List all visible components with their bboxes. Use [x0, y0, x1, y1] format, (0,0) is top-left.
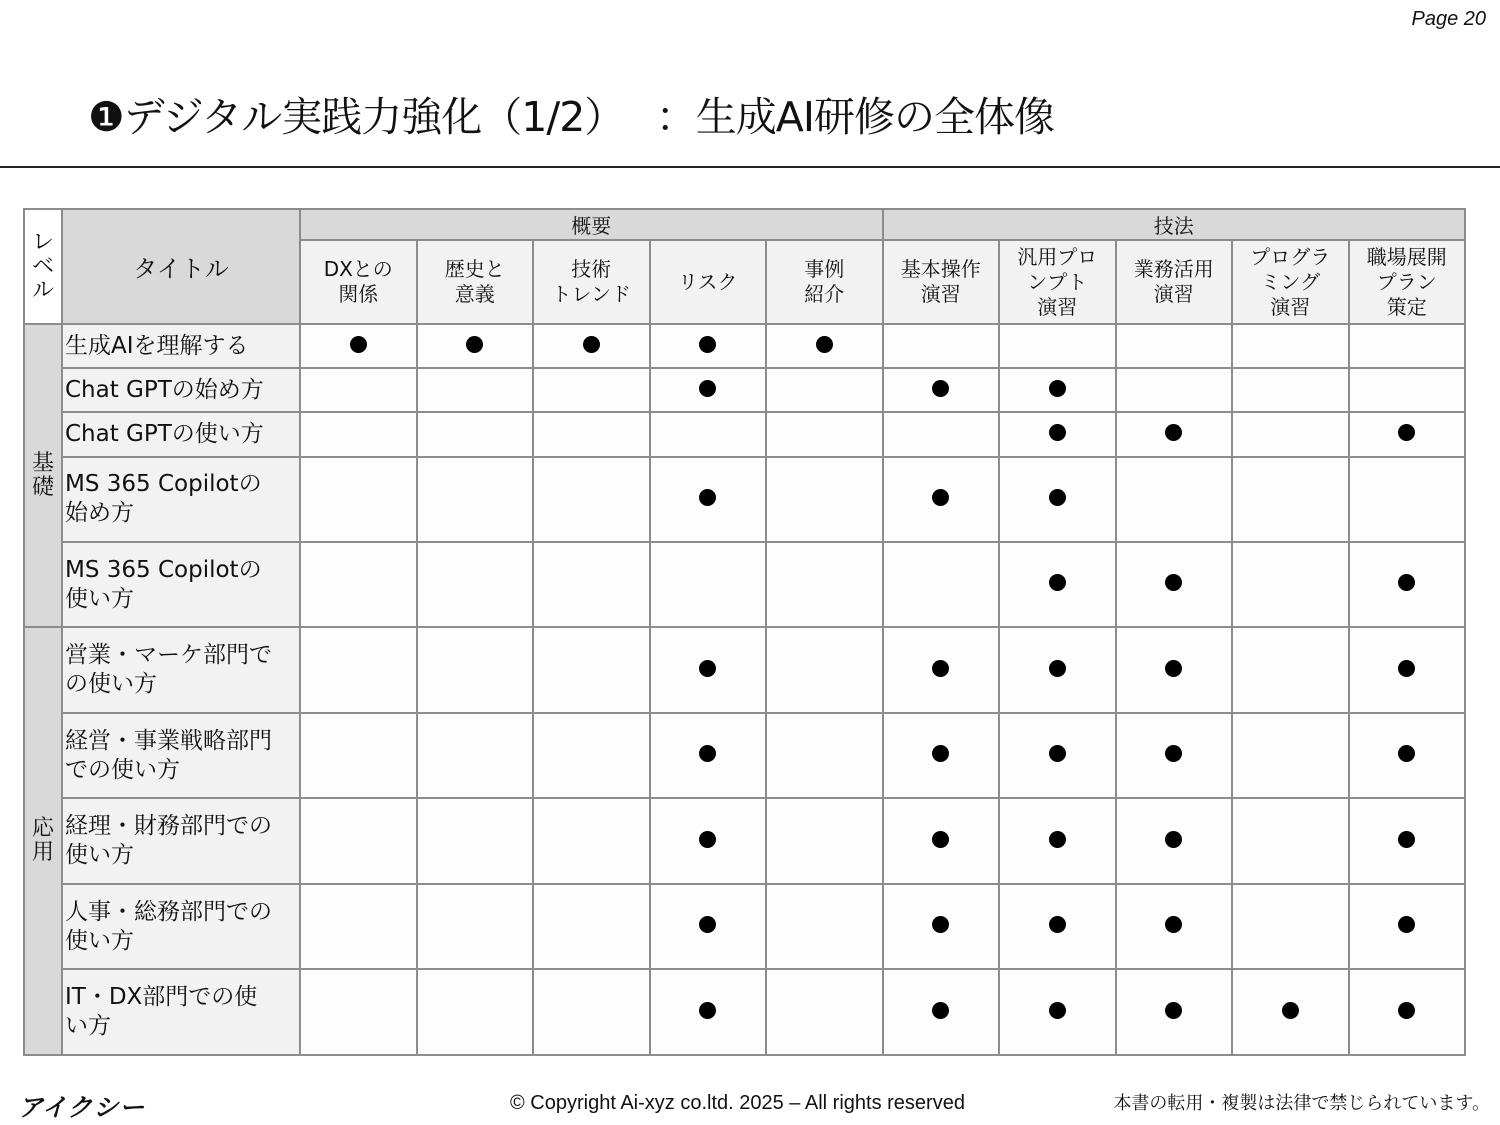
table-cell [650, 542, 767, 627]
mark-dot-icon [1398, 831, 1415, 848]
row-title-line: 人事・総務部門での [65, 898, 272, 925]
column-header-text [884, 257, 999, 307]
table-cell [1232, 542, 1349, 627]
level-label-line: 礎 [31, 474, 54, 500]
level-label-cell [24, 627, 62, 1055]
table-cell [1232, 412, 1349, 456]
column-header-line: 汎用プロ [1017, 244, 1098, 269]
table-cell [999, 798, 1116, 883]
table-cell [300, 542, 417, 627]
row-title-line: Chat GPTの始め方 [65, 376, 264, 403]
table-cell [1349, 884, 1466, 969]
level-header-text [25, 231, 61, 303]
table-cell [650, 713, 767, 798]
mark-dot-icon [1049, 424, 1066, 441]
table-cell [417, 969, 534, 1055]
training-matrix-table [23, 208, 1466, 1056]
table-cell [883, 324, 1000, 368]
table-cell [533, 412, 650, 456]
column-header-text [534, 257, 649, 307]
column-header-line: ミング [1260, 269, 1321, 294]
mark-dot-icon [699, 660, 716, 677]
table-row [24, 542, 1465, 627]
table-cell [999, 627, 1116, 712]
row-title-text [65, 898, 299, 956]
table-cell [999, 884, 1116, 969]
mark-dot-icon [1049, 916, 1066, 933]
mark-dot-icon [932, 380, 949, 397]
column-header-line: トレンド [551, 282, 631, 306]
table-cell [1116, 324, 1233, 368]
group-header: 概要 [300, 209, 883, 240]
table-cell [999, 324, 1116, 368]
mark-dot-icon [932, 745, 949, 762]
column-header [999, 240, 1116, 324]
table-cell [650, 368, 767, 412]
table-cell [533, 368, 650, 412]
table-cell [766, 368, 883, 412]
table-cell [766, 457, 883, 542]
column-header-line: 紹介 [804, 282, 845, 306]
table-cell [650, 969, 767, 1055]
mark-dot-icon [1398, 1002, 1415, 1019]
table-cell [999, 713, 1116, 798]
row-title-line: 始め方 [65, 500, 134, 527]
table-cell [650, 324, 767, 368]
table-cell [1349, 542, 1466, 627]
row-title-line: 使い方 [65, 842, 134, 869]
table-cell [883, 368, 1000, 412]
mark-dot-icon [699, 380, 716, 397]
table-body [24, 324, 1465, 1055]
table-cell [999, 542, 1116, 627]
row-title-line: の使い方 [65, 671, 157, 698]
table-cell [1349, 457, 1466, 542]
row-title-text [65, 641, 299, 699]
table-cell [417, 542, 534, 627]
column-header-text [1350, 245, 1465, 320]
row-title-line: での使い方 [65, 756, 180, 783]
table-cell [1232, 969, 1349, 1055]
table-row [24, 368, 1465, 412]
column-header [533, 240, 650, 324]
table-cell [300, 884, 417, 969]
row-title-text [65, 470, 299, 528]
table-cell [300, 457, 417, 542]
table-cell [766, 798, 883, 883]
table-cell [766, 324, 883, 368]
table-cell [1232, 713, 1349, 798]
column-header [417, 240, 534, 324]
mark-dot-icon [1049, 660, 1066, 677]
copyright-text: © Copyright Ai-xyz co.ltd. 2025 – All rights reserved [510, 1092, 965, 1114]
mark-dot-icon [1165, 1002, 1182, 1019]
row-title-cell [62, 627, 300, 712]
mark-dot-icon [1165, 916, 1182, 933]
level-label-line: 応 [31, 816, 54, 842]
table-cell [1116, 713, 1233, 798]
mark-dot-icon [699, 1002, 716, 1019]
column-header-line: 職場展開 [1366, 244, 1447, 269]
mark-dot-icon [1049, 1002, 1066, 1019]
level-label-line: 用 [31, 840, 54, 866]
table-row [24, 627, 1465, 712]
mark-dot-icon [1398, 574, 1415, 591]
level-label-cell [24, 324, 62, 627]
table-cell [533, 798, 650, 883]
mark-dot-icon [1049, 745, 1066, 762]
row-title-cell [62, 884, 300, 969]
row-title-cell [62, 542, 300, 627]
mark-dot-icon [699, 489, 716, 506]
table-cell [300, 627, 417, 712]
row-title-text [65, 556, 299, 614]
table-cell [417, 457, 534, 542]
row-title-line: 経理・財務部門での [65, 813, 272, 840]
row-title-text [65, 420, 299, 449]
table-cell [766, 542, 883, 627]
mark-dot-icon [932, 831, 949, 848]
row-title-text [65, 376, 299, 405]
mark-dot-icon [1165, 424, 1182, 441]
table-cell [1116, 412, 1233, 456]
table-cell [883, 457, 1000, 542]
column-header-text [418, 257, 533, 307]
table-cell [883, 969, 1000, 1055]
level-header [24, 209, 62, 324]
row-title-cell [62, 368, 300, 412]
mark-dot-icon [350, 336, 367, 353]
mark-dot-icon [1165, 574, 1182, 591]
table-cell [766, 412, 883, 456]
level-header-line: レ [31, 229, 54, 255]
column-header-line: 演習 [1037, 294, 1078, 319]
table-cell [883, 542, 1000, 627]
table-cell [1349, 798, 1466, 883]
column-header-line: 事例 [804, 257, 845, 281]
table-cell [999, 368, 1116, 412]
table-cell [650, 412, 767, 456]
mark-dot-icon [932, 1002, 949, 1019]
row-title-cell [62, 324, 300, 368]
table-cell [650, 457, 767, 542]
table-cell [999, 412, 1116, 456]
column-header [883, 240, 1000, 324]
column-header-line: リスク [677, 269, 738, 294]
row-title-text [65, 727, 299, 785]
row-title-line: MS 365 Copilotの [65, 471, 262, 498]
mark-dot-icon [699, 336, 716, 353]
table-cell [1116, 969, 1233, 1055]
column-header-line: 関係 [338, 282, 379, 306]
table-cell [533, 969, 650, 1055]
mark-dot-icon [1049, 574, 1066, 591]
column-header [766, 240, 883, 324]
column-header-line: プログラ [1250, 244, 1331, 269]
row-title-cell [62, 798, 300, 883]
row-title-cell [62, 457, 300, 542]
table-cell [533, 884, 650, 969]
table-cell [533, 542, 650, 627]
table-row [24, 324, 1465, 368]
level-header-line: ベ [31, 253, 54, 279]
mark-dot-icon [932, 660, 949, 677]
mark-dot-icon [932, 489, 949, 506]
table-cell [417, 884, 534, 969]
mark-dot-icon [1398, 424, 1415, 441]
column-header-line: 演習 [1270, 294, 1311, 319]
table-cell [300, 368, 417, 412]
table-row [24, 969, 1465, 1055]
column-header-text [767, 257, 882, 307]
page-number: Page 20 [1411, 8, 1486, 30]
mark-dot-icon [1165, 831, 1182, 848]
row-title-line: 使い方 [65, 585, 134, 612]
table-header [24, 209, 1465, 324]
mark-dot-icon [699, 831, 716, 848]
column-header-text [1233, 245, 1348, 320]
column-header-line: 意義 [454, 282, 495, 306]
mark-dot-icon [1282, 1002, 1299, 1019]
mark-dot-icon [816, 336, 833, 353]
table-cell [300, 412, 417, 456]
column-header-text [1117, 257, 1232, 307]
row-title-text [65, 812, 299, 870]
table-cell [650, 884, 767, 969]
table-cell [533, 713, 650, 798]
reproduction-notice: 本書の転用・複製は法律で禁じられています。 [1113, 1093, 1490, 1114]
table-cell [766, 627, 883, 712]
row-title-line: IT・DX部門での使 [65, 984, 258, 1011]
row-title-line: 営業・マーケ部門で [65, 642, 272, 669]
title-header: タイトル [62, 209, 300, 324]
table-cell [533, 457, 650, 542]
column-header-line: 演習 [920, 282, 961, 306]
table-cell [1349, 627, 1466, 712]
row-title-cell [62, 969, 300, 1055]
column-header-line: 策定 [1386, 294, 1427, 319]
table-cell [1232, 798, 1349, 883]
column-header [300, 240, 417, 324]
column-header-text [651, 270, 766, 295]
table-cell [417, 368, 534, 412]
table-cell [766, 713, 883, 798]
mark-dot-icon [1165, 660, 1182, 677]
table-cell [1116, 884, 1233, 969]
row-title-line: MS 365 Copilotの [65, 556, 262, 583]
table-cell [417, 627, 534, 712]
row-title-cell [62, 412, 300, 456]
table-cell [883, 884, 1000, 969]
mark-dot-icon [932, 916, 949, 933]
row-title-line: い方 [65, 1013, 111, 1040]
table-cell [883, 412, 1000, 456]
mark-dot-icon [1049, 831, 1066, 848]
table-row [24, 412, 1465, 456]
table-cell [533, 627, 650, 712]
table-cell [650, 798, 767, 883]
table-cell [1232, 324, 1349, 368]
table-cell [1349, 324, 1466, 368]
table-cell [1232, 627, 1349, 712]
row-title-line: 使い方 [65, 927, 134, 954]
row-title-line: 経営・事業戦略部門 [65, 727, 272, 754]
table-cell [1349, 368, 1466, 412]
table-cell [883, 627, 1000, 712]
column-header-line: プラン [1376, 269, 1437, 294]
table-cell [999, 457, 1116, 542]
level-label-text [25, 452, 61, 500]
table-cell [300, 969, 417, 1055]
column-header [1232, 240, 1349, 324]
table-cell [417, 412, 534, 456]
mark-dot-icon [699, 916, 716, 933]
table-cell [1232, 884, 1349, 969]
table-cell [883, 713, 1000, 798]
table-cell [417, 713, 534, 798]
table-row [24, 457, 1465, 542]
table-cell [1349, 713, 1466, 798]
column-header [650, 240, 767, 324]
table-cell [1349, 412, 1466, 456]
table-cell [1116, 542, 1233, 627]
row-title-text [65, 983, 299, 1041]
column-header-line: 業務活用 [1133, 257, 1214, 281]
table-cell [417, 798, 534, 883]
group-header: 技法 [883, 209, 1466, 240]
table-cell [1116, 457, 1233, 542]
table-cell [417, 324, 534, 368]
table-cell [1232, 457, 1349, 542]
mark-dot-icon [1049, 489, 1066, 506]
mark-dot-icon [1165, 745, 1182, 762]
column-header-line: 歴史と [444, 257, 505, 281]
table-cell [300, 798, 417, 883]
table-row [24, 713, 1465, 798]
mark-dot-icon [1398, 660, 1415, 677]
column-header [1349, 240, 1466, 324]
page-title: ❶デジタル実践力強化（1/2） ：生成AI研修の全体像 [88, 93, 1054, 141]
level-label-line: 基 [31, 450, 54, 476]
header-row-groups [24, 209, 1465, 240]
column-header-text [1000, 245, 1115, 320]
row-title-text [65, 332, 299, 361]
table-cell [1349, 969, 1466, 1055]
company-logo: アイクシー [18, 1093, 146, 1122]
column-header-text [301, 257, 416, 307]
column-header-line: ンプト [1027, 269, 1088, 294]
mark-dot-icon [699, 745, 716, 762]
table-cell [1116, 798, 1233, 883]
table-cell [300, 713, 417, 798]
mark-dot-icon [1398, 745, 1415, 762]
column-header [1116, 240, 1233, 324]
level-label-text [25, 817, 61, 865]
table-row [24, 884, 1465, 969]
table-cell [883, 798, 1000, 883]
table-row [24, 798, 1465, 883]
table-cell [766, 969, 883, 1055]
title-divider [0, 166, 1500, 168]
column-header-line: 基本操作 [900, 257, 981, 281]
table-cell [533, 324, 650, 368]
column-header-line: DXとの [323, 257, 393, 281]
table-cell [1116, 368, 1233, 412]
column-header-line: 技術 [571, 257, 612, 281]
mark-dot-icon [1398, 916, 1415, 933]
row-title-cell [62, 713, 300, 798]
level-header-line: ル [31, 277, 54, 303]
row-title-line: 生成AIを理解する [65, 332, 249, 359]
table-cell [999, 969, 1116, 1055]
column-header-line: 演習 [1153, 282, 1194, 306]
mark-dot-icon [583, 336, 600, 353]
table-cell [650, 627, 767, 712]
table-cell [1232, 368, 1349, 412]
mark-dot-icon [1049, 380, 1066, 397]
table-cell [1116, 627, 1233, 712]
row-title-line: Chat GPTの使い方 [65, 420, 264, 447]
table-cell [300, 324, 417, 368]
table-cell [766, 884, 883, 969]
mark-dot-icon [466, 336, 483, 353]
